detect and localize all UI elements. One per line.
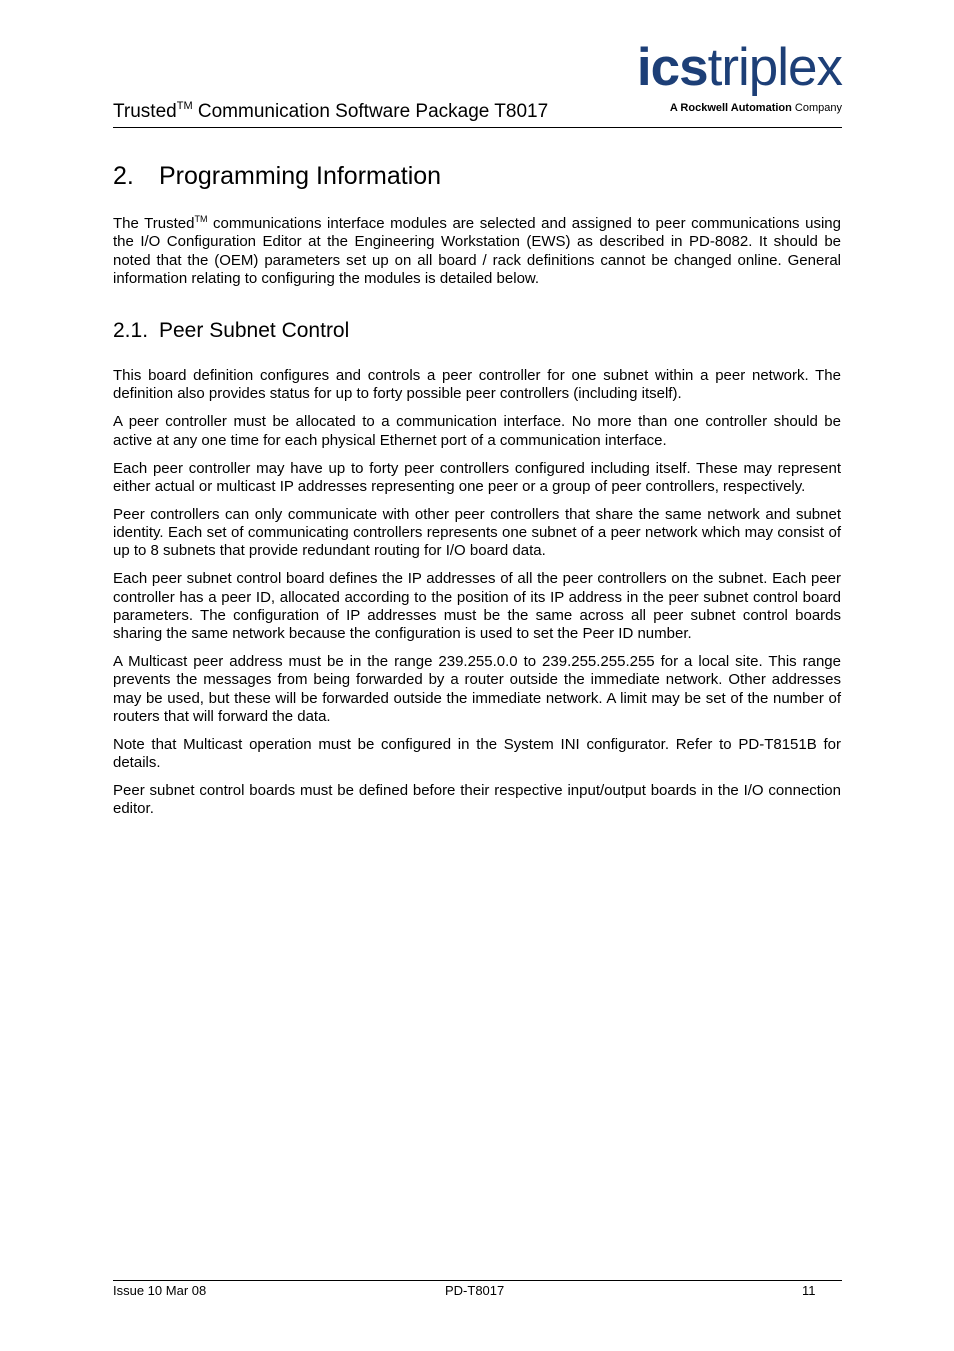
footer-doc-id: PD-T8017 <box>445 1283 505 1298</box>
footer-divider <box>113 1280 842 1281</box>
paragraph: A Multicast peer address must be in the range 239.255.0.0 to 239.255.255.255 for a local site. This range prevents the messages from being forwarded by a router outside the immediate network. Other addresses may be used, but these will be forwarded outside the immediate network. A limit may be set of the number of routers that will forward the data. <box>113 653 841 725</box>
paragraph: Each peer subnet control board defines the IP addresses of all the peer controllers on the subnet. Each peer controller has a peer ID, allocated according to the position of its IP address in the peer subnet control board parameters. The configuration of IP addresses must be the same across all peer subnet control boards sharing the same network because the configuration is used to set the Peer ID number. <box>113 570 841 643</box>
paragraph: Note that Multicast operation must be configured in the System INI configurator. Refer to PD-T8151B for details. <box>113 735 841 772</box>
subsection-heading: 2.1. Peer Subnet Control <box>113 319 350 343</box>
section-heading: 2. Programming Information <box>113 162 442 190</box>
paragraph: Each peer controller may have up to forty peer controllers configured including itself. These may represent either actual or multicast IP addresses representing one peer or a group of peer controllers, respectively. <box>113 459 841 495</box>
ics-triplex-logo <box>610 40 842 120</box>
logo-wordmark: icstriplex <box>636 38 842 97</box>
paragraph: Peer subnet control boards must be defined before their respective input/output boards in the I/O connection editor. <box>113 781 841 818</box>
intro-paragraph: The Trusted™ communications interface modules are selected and assigned to peer communications using the I/O Configuration Editor at the Engineering Workstation (EWS) as described in PD-8082. It should be noted that the (OEM) parameters set up on all board / rack definitions cannot be changed online. General information relating to configuring the modules is detailed below. <box>113 214 841 287</box>
subsection-body <box>113 367 841 818</box>
footer-page-number: 11 <box>802 1283 816 1298</box>
page-header <box>113 40 842 128</box>
trademark-sup: TM <box>176 100 193 112</box>
paragraph: A peer controller must be allocated to a communication interface. No more than one controller should be active at any one time for each physical Ethernet port of a communication interface. <box>113 413 841 449</box>
header-divider <box>113 127 842 128</box>
logo-tagline: A Rockwell Automation Company <box>669 102 842 114</box>
footer-issue: Issue 10 Mar 08 <box>113 1283 207 1298</box>
paragraph: This board definition configures and controls a peer controller for one subnet within a peer network. The definition also provides status for up to forty possible peer controllers (including itself). <box>113 367 841 403</box>
page-content <box>113 160 841 828</box>
paragraph: Peer controllers can only communicate with other peer controllers that share the same network and subnet identity. Each set of communicating controllers represents one subnet of a peer network which may consist of up to 8 subnets that provide redundant routing for I/O board data. <box>113 505 841 560</box>
trademark-sup: TM <box>194 214 208 224</box>
header-title: Trusted™ Communication Software Package T8017 <box>113 100 549 122</box>
